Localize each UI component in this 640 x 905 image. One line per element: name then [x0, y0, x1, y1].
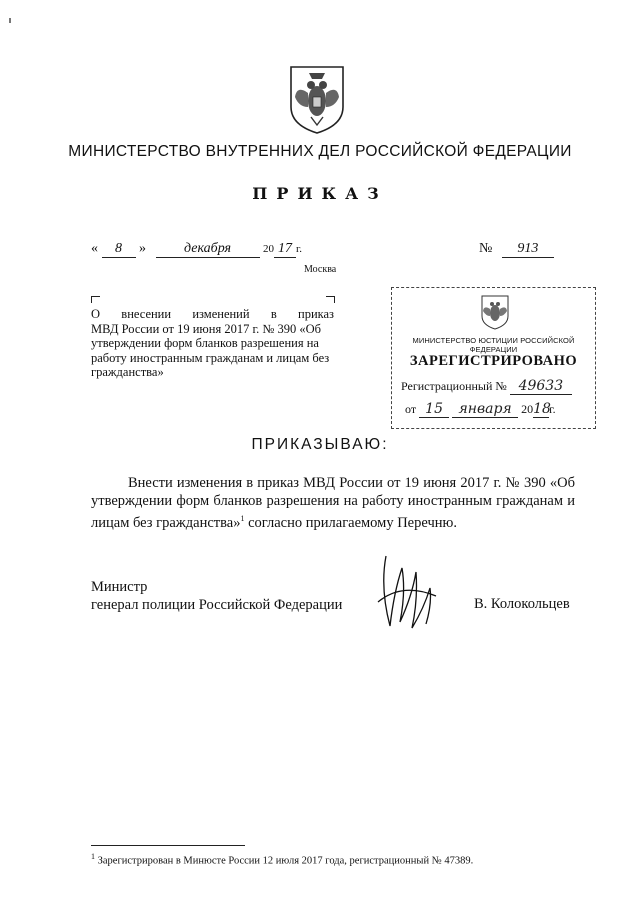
stamp-reg-number: 49633	[510, 378, 572, 395]
body-tail: согласно прилагаемому Перечню.	[244, 514, 457, 531]
city: Москва	[304, 264, 337, 275]
number-value: 913	[502, 241, 554, 258]
state-emblem-icon	[287, 63, 347, 135]
subject-rest: МВД России от 19 июня 2017 г. № 390 «Об утверждении форм бланков разрешения на работу иностранным гражданам и лицам без гражданства»	[91, 321, 330, 379]
subject-word: приказ	[298, 307, 334, 321]
stamp-date-day: 15	[419, 401, 449, 418]
subject-word: О	[91, 307, 101, 321]
order-date	[91, 241, 302, 258]
stamp-date-prefix: от	[405, 402, 417, 416]
document-type: ПРИКАЗ	[252, 184, 388, 203]
position-line-1: Министр	[91, 579, 148, 595]
date-year-prefix: 20	[263, 243, 274, 255]
stamp-registered: ЗАРЕГИСТРИРОВАНО	[409, 353, 578, 369]
date-month: декабря	[156, 241, 260, 258]
footnote-text: Зарегистрирован в Минюсте России 12 июля 2017 года, регистрационный № 47389.	[95, 855, 474, 867]
footnote-divider	[91, 845, 245, 846]
number-label: №	[479, 241, 493, 256]
subject-bracket-right	[326, 296, 335, 303]
stamp-date-line	[401, 401, 556, 418]
order-subject	[91, 307, 334, 380]
date-open-quote: «	[91, 241, 98, 256]
stamp-reg-label: Регистрационный №	[401, 379, 507, 393]
stamp-year-suffix: 18	[533, 401, 551, 417]
stamp-year-unit: г.	[549, 402, 556, 416]
ministry-name: МИНИСТЕРСТВО ВНУТРЕННИХ ДЕЛ РОССИЙСКОЙ ФЕДЕРАЦИИ	[68, 143, 572, 160]
subject-word: изменений	[192, 307, 250, 321]
order-body	[91, 474, 575, 532]
stamp-date-month: января	[452, 401, 518, 418]
date-day: 8	[102, 241, 136, 258]
footnote-marker: 1	[91, 852, 95, 861]
subject-bracket-left	[91, 296, 100, 303]
footnote-ref: 1	[240, 514, 245, 523]
handwritten-signature	[372, 552, 442, 632]
stamp-reg-line	[401, 378, 572, 395]
body-text: Внести изменения в приказ МВД России от 19 июня 2017 г. № 390 «Об утверждении форм бланков разрешения на работу иностранным гражданам и лицам без гражданства»	[91, 475, 575, 531]
stamp-emblem-icon	[480, 294, 510, 330]
margin-mark	[9, 18, 11, 23]
position-line-2: генерал полиции Российской Федерации	[91, 597, 343, 613]
subject-word: внесении	[121, 307, 172, 321]
order-number	[479, 241, 554, 258]
stamp-organization: МИНИСТЕРСТВО ЮСТИЦИИ РОССИЙСКОЙ ФЕДЕРАЦИИ	[412, 336, 575, 354]
signatory-name: В. Колокольцев	[474, 596, 570, 612]
subject-word: в	[270, 307, 277, 321]
signatory-position	[91, 578, 342, 614]
date-year-unit: г.	[296, 243, 303, 255]
date-close-quote: »	[139, 241, 146, 256]
registration-stamp	[391, 287, 596, 429]
footnote	[91, 852, 473, 867]
stamp-year-prefix: 20	[521, 402, 534, 416]
directive-heading: ПРИКАЗЫВАЮ:	[251, 436, 389, 453]
date-year-suffix: 17	[274, 241, 296, 258]
